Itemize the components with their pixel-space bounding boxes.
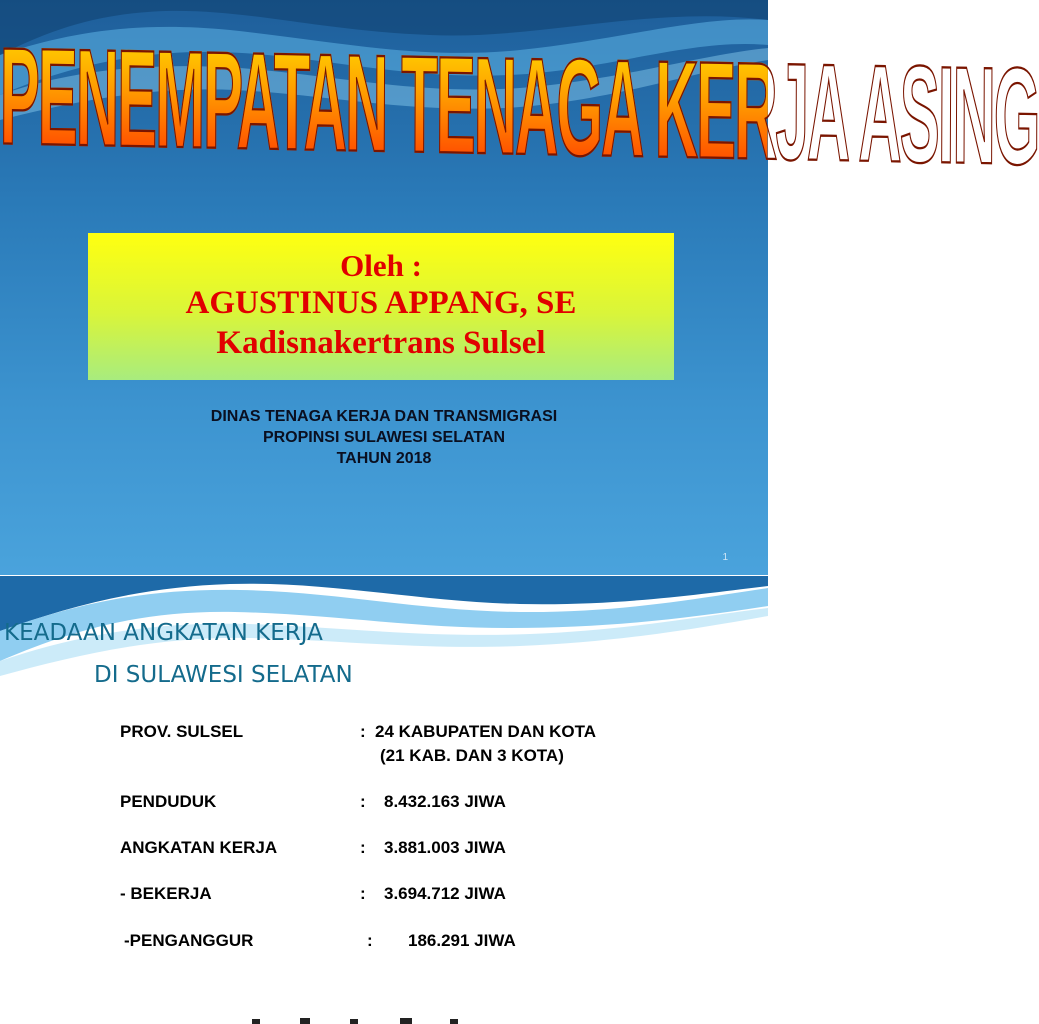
row-value: 186.291 JIWA xyxy=(408,931,516,950)
org-line-2: PROPINSI SULAWESI SELATAN xyxy=(262,429,506,446)
row-label: PROV. SULSEL xyxy=(120,722,244,741)
slide-title xyxy=(0,19,1039,218)
row-colon: : xyxy=(360,884,366,903)
author-name: AGUSTINUS APPANG, SE xyxy=(185,285,577,321)
row-colon: : xyxy=(360,838,366,857)
row-colon: : xyxy=(367,931,373,950)
author-by-label: Oleh : xyxy=(340,248,422,283)
row-label: -PENGANGGUR xyxy=(124,931,254,950)
row-label: PENDUDUK xyxy=(120,792,217,811)
row-value: 8.432.163 JIWA xyxy=(384,792,506,811)
row-value: 3.881.003 JIWA xyxy=(384,838,506,857)
cropped-text-fragment xyxy=(250,1016,550,1024)
org-line-3: TAHUN 2018 xyxy=(336,450,432,467)
organization-block xyxy=(0,406,768,469)
title-text: PENEMPATAN TENAGA KERJA ASING xyxy=(0,17,768,191)
row-colon: : xyxy=(360,722,366,741)
row-label: - BEKERJA xyxy=(120,884,212,903)
row-value-secondary: (21 KAB. DAN 3 KOTA) xyxy=(380,746,564,765)
slide-number: 1 xyxy=(722,552,728,563)
content-slide xyxy=(0,576,768,1024)
row-value: 3.694.712 JIWA xyxy=(384,884,506,903)
author-box xyxy=(88,233,674,380)
row-label: ANGKATAN KERJA xyxy=(120,838,278,857)
author-position: Kadisnakertrans Sulsel xyxy=(216,325,546,361)
org-line-1: DINAS TENAGA KERJA DAN TRANSMIGRASI xyxy=(210,408,558,425)
row-value: 24 KABUPATEN DAN KOTA xyxy=(375,722,597,741)
row-colon: : xyxy=(360,792,366,811)
heading-line-2: DI SULAWESI SELATAN xyxy=(94,662,353,688)
heading-line-1: KEADAAN ANGKATAN KERJA xyxy=(4,620,323,646)
